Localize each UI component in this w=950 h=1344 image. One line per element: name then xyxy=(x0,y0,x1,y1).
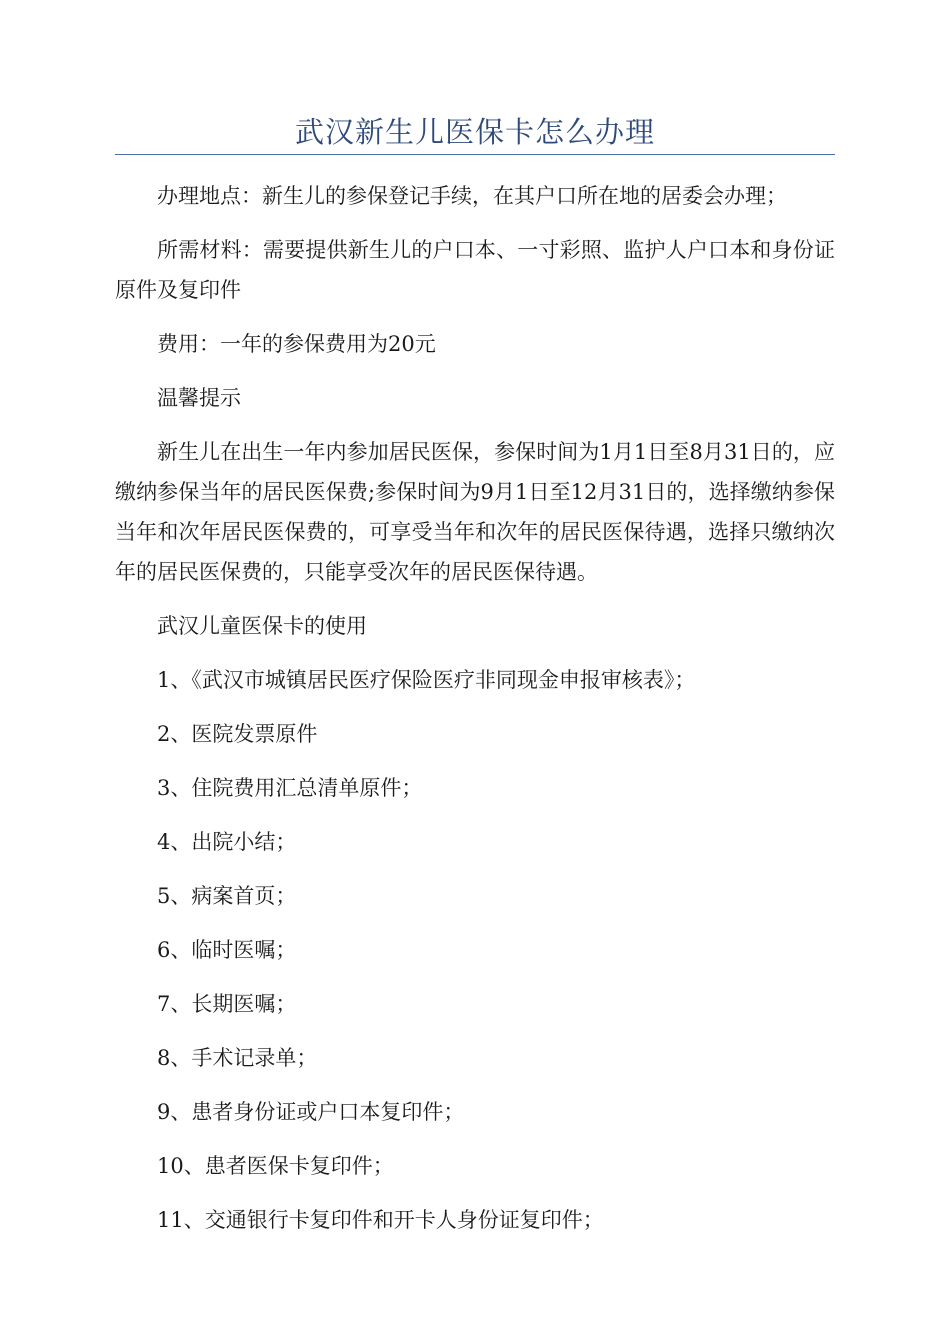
list-item: 10、患者医保卡复印件； xyxy=(157,1154,394,1178)
list-item: 7、长期医嘱； xyxy=(157,992,297,1016)
list-item: 2、医院发票原件 xyxy=(157,722,318,746)
list-item: 6、临时医嘱； xyxy=(157,938,297,962)
document-body xyxy=(115,176,835,1240)
list-item: 4、出院小结； xyxy=(157,830,297,854)
list-item: 1、《武汉市城镇居民医疗保险医疗非同现金申报审核表》； xyxy=(157,668,696,692)
paragraph-usage-heading: 武汉儿童医保卡的使用 xyxy=(157,614,367,638)
list-item: 8、手术记录单； xyxy=(157,1046,318,1070)
list-item: 11、交通银行卡复印件和开卡人身份证复印件； xyxy=(157,1208,604,1232)
list-item: 9、患者身份证或户口本复印件； xyxy=(157,1100,465,1124)
paragraph-tips-heading: 温馨提示 xyxy=(157,386,241,410)
paragraph-fee: 费用：一年的参保费用为20元 xyxy=(157,332,436,356)
list-item: 5、病案首页； xyxy=(157,884,297,908)
list-item: 3、住院费用汇总清单原件； xyxy=(157,776,423,800)
title-underline xyxy=(115,154,835,155)
paragraph-tips-body: 新生儿在出生一年内参加居民医保，参保时间为1月1日至8月31日的，应缴纳参保当年的居民医保费;参保时间为9月1日至12月31日的，选择缴纳参保当年和次年居民医保费的，可享受当年和次年的居民医保待遇，选择只缴纳次年的居民医保费的，只能享受次年的居民医保待遇。 xyxy=(115,440,835,584)
paragraph-location: 办理地点：新生儿的参保登记手续，在其户口所在地的居委会办理； xyxy=(157,184,787,208)
paragraph-materials: 所需材料：需要提供新生儿的户口本、一寸彩照、监护人户口本和身份证原件及复印件 xyxy=(115,238,835,302)
document-title: 武汉新生儿医保卡怎么办理 xyxy=(294,115,655,149)
